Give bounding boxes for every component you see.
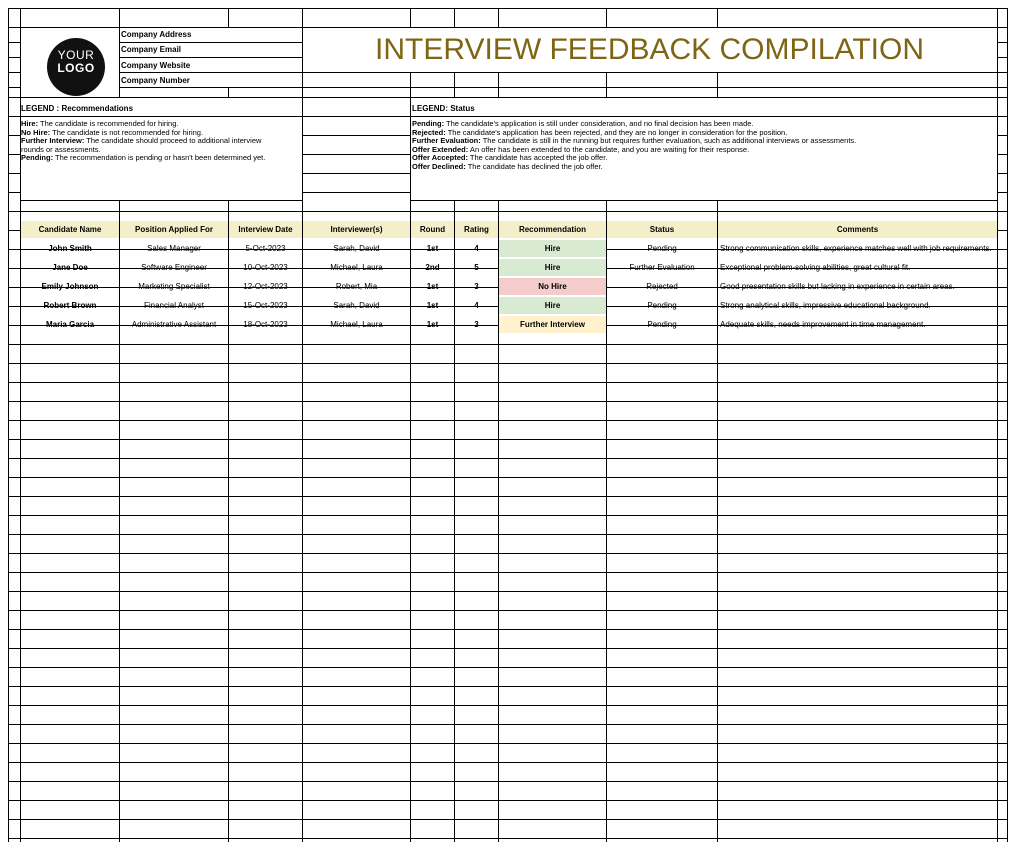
cell-name[interactable]: Jane Doe [52,263,88,272]
legend-status-body [412,120,997,172]
gridline-row [8,572,1008,573]
gridline-row [8,363,1008,364]
gridline-row [8,610,1008,611]
company-email-label[interactable]: Company Email [121,45,182,54]
company-row-line [120,42,302,43]
cell-date[interactable]: 5-Oct-2023 [245,244,286,253]
cell-comments[interactable]: Exceptional problem-solving abilities, great cultural fit. [720,263,911,272]
legend-description: The candidate's application is still under consideration, and no final decision has been made. [444,119,754,128]
logo-line-2: LOGO [57,61,95,75]
legend-term: Further Evaluation: [412,136,481,146]
legend-term: Offer Declined: [412,161,466,171]
gridline-row [8,743,1008,744]
legend-item [21,137,283,154]
cell-status[interactable]: Rejected [646,282,678,291]
gridline-row [8,819,1008,820]
gridline-row [8,781,1008,782]
gridline-row [8,420,1008,421]
cell-date[interactable]: 18-Oct-2023 [243,320,288,329]
company-website-label[interactable]: Company Website [121,61,191,70]
gridline-row [8,553,1008,554]
cell-comments[interactable]: Adequate skills, needs improvement in time management. [720,320,926,329]
legend-description: The candidate has declined the job offer. [465,161,603,171]
cell-comments[interactable]: Strong communication skills, experience matches well with job requirements. [720,244,992,253]
legend-description: The candidate is not recommended for hiring. [50,127,204,137]
gridline-row [8,382,1008,383]
legend-description: The candidate is still in the running but requires further evaluation, such as additional interviews or assessments. [480,136,857,146]
legend-item [412,163,997,172]
page-title: INTERVIEW FEEDBACK COMPILATION [375,33,924,66]
legend-term: Further Interview: [21,136,85,146]
gridline-row [8,838,1008,839]
cell-position[interactable]: Sales Manager [147,244,201,253]
cell-interviewers[interactable]: Michael, Laura [330,320,383,329]
column-header-round[interactable]: Round [411,221,454,238]
column-header-date[interactable]: Interview Date [229,221,302,238]
gridline-col-e [302,8,303,842]
cell-round[interactable]: 2nd [425,263,440,272]
logo-line-1: YOUR [57,48,95,62]
company-row-line [120,72,302,73]
gridline-row [8,87,1008,88]
cell-rating[interactable]: 5 [474,263,479,272]
title-border-bottom [303,72,997,73]
cell-date[interactable]: 10-Oct-2023 [243,263,288,272]
gridline-col-l [1007,8,1008,842]
legend-description: An offer has been extended to the candidate, and you are waiting for their response. [468,144,750,154]
column-header-rating[interactable]: Rating [455,221,498,238]
cell-name[interactable]: Maria Garcia [45,320,95,329]
column-header-interviewers[interactable]: Interviewer(s) [303,221,410,238]
cell-position[interactable]: Software Engineer [141,263,207,272]
company-row-line [120,57,302,58]
legend-description: The candidate is recommended for hiring. [38,119,179,128]
cell-position[interactable]: Financial Analyst [143,301,205,310]
gridline-row [8,591,1008,592]
gridline-row [8,534,1008,535]
legend-status-heading: LEGEND: Status [412,104,475,113]
company-address-label[interactable]: Company Address [121,30,192,39]
column-header-comments[interactable]: Comments [718,221,997,238]
cell-name[interactable]: Robert Brown [43,301,97,310]
gridline-row [8,344,1008,345]
cell-interviewers[interactable]: Michael, Laura [330,263,383,272]
cell-recommendation[interactable]: Hire [499,240,606,257]
gridline-row [8,705,1008,706]
gridline-row [8,724,1008,725]
legend-term: Pending: [412,119,445,128]
cell-recommendation[interactable]: No Hire [499,278,606,295]
legend-rec-heading-line [21,116,302,117]
column-header-recommendation[interactable]: Recommendation [499,221,606,238]
cell-interviewers[interactable]: Sarah, David [333,301,380,310]
legend-term: Offer Extended: [412,144,469,154]
cell-round[interactable]: 1st [426,301,439,310]
cell-date[interactable]: 15-Oct-2023 [243,301,288,310]
legend-description: The candidate has accepted the job offer. [467,153,608,163]
gridline-row [8,667,1008,668]
legend-term: No Hire: [21,127,51,137]
gridline-row [8,800,1008,801]
gridline-row [8,211,1008,212]
legend-status-heading-line [411,116,997,117]
legend-description: The candidate should proceed to additional interview rounds or assessments. [21,136,262,154]
gridline-row [8,401,1008,402]
cell-interviewers[interactable]: Sarah, David [333,244,380,253]
cell-recommendation[interactable]: Further Interview [499,316,606,333]
cell-position[interactable]: Marketing Specialist [138,282,210,291]
legend-term: Hire: [21,119,39,128]
gridline-row [8,515,1008,516]
cell-name[interactable]: Emily Johnson [41,282,99,291]
gridline-row [8,8,1008,9]
cell-position[interactable]: Administrative Assistant [131,320,217,329]
legend-rec-bottom [21,200,302,201]
gridline-col-k [997,8,998,842]
cell-status[interactable]: Further Evaluation [629,263,695,272]
legend-term: Offer Accepted: [412,153,468,163]
cell-date[interactable]: 12-Oct-2023 [243,282,288,291]
cell-round[interactable]: 1st [426,320,439,329]
cell-rating[interactable]: 3 [474,320,479,329]
column-header-position[interactable]: Position Applied For [120,221,228,238]
cell-rating[interactable]: 3 [474,282,479,291]
legend-description: The candidate's application has been rejected, and they are no longer in consideration for the position. [445,127,788,137]
legend-recommendations-heading: LEGEND : Recommendations [21,104,134,113]
cell-round[interactable]: 1st [426,244,439,253]
column-header-status[interactable]: Status [607,221,717,238]
gridline-row [8,629,1008,630]
cell-name[interactable]: John Smith [48,244,92,253]
gridline-row [8,686,1008,687]
legend-item [21,154,283,163]
gridline-row [8,496,1008,497]
cell-round[interactable]: 1st [426,282,439,291]
legend-status-bottom [411,200,997,201]
cell-comments[interactable]: Good presentation skills but lacking in experience in certain areas. [720,282,955,291]
gridline-row [8,458,1008,459]
legend-description: The recommendation is pending or hasn't been determined yet. [53,153,266,163]
cell-comments[interactable]: Strong analytical skills, impressive educational background. [720,301,931,310]
legend-recommendations-body [21,120,283,163]
gridline-col-a [8,8,9,842]
company-number-label[interactable]: Company Number [121,76,190,85]
cell-recommendation[interactable]: Hire [499,259,606,276]
gridline-row [8,439,1008,440]
gridline-row [8,762,1008,763]
legend-term: Rejected: [412,127,446,137]
cell-status[interactable]: Pending [647,320,677,329]
cell-status[interactable]: Pending [647,301,677,310]
cell-rating[interactable]: 4 [474,244,479,253]
legend-term: Pending: [21,153,54,163]
cell-interviewers[interactable]: Robert, Mia [335,282,378,291]
cell-recommendation[interactable]: Hire [499,297,606,314]
gridline-row [8,648,1008,649]
column-header-name[interactable]: Candidate Name [21,221,119,238]
company-logo [47,38,105,96]
cell-status[interactable]: Pending [647,244,677,253]
gridline-row [8,477,1008,478]
cell-rating[interactable]: 4 [474,301,479,310]
